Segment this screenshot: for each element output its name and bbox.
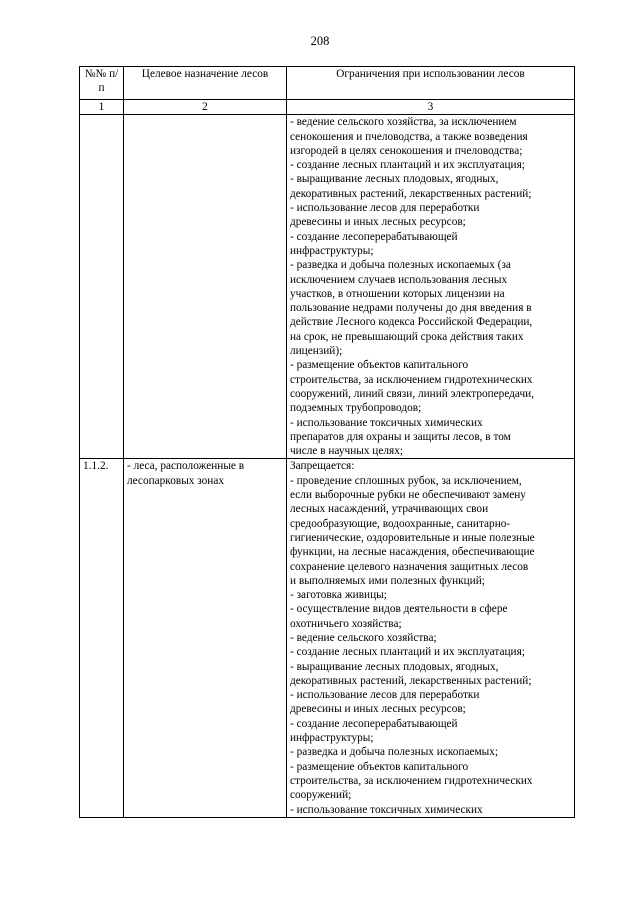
column-number-1: 1 [80,100,124,115]
row-number-cell: 1.1.2. [80,459,124,817]
row-restrictions-cell [287,115,575,459]
restriction-line: Запрещается: [290,460,355,473]
restriction-line: декоративных растений, лекарственных растений; [290,187,532,200]
restriction-line: строительства, за исключением гидротехнических [290,373,533,386]
restriction-line: - создание лесоперерабатывающей [290,717,458,730]
restriction-line: лицензий); [290,345,343,358]
header-col-restrictions: Ограничения при использовании лесов [287,67,575,100]
restriction-line: пользование недрами получены до дня введения в [290,302,532,315]
restriction-line: функции, на лесные насаждения, обеспечивающие [290,546,535,559]
row-restrictions-cell [287,459,575,817]
restriction-line: инфраструктуры; [290,244,374,257]
restriction-line: сооружений, линий связи, линий электропередачи, [290,387,535,400]
restriction-line: подземных трубопроводов; [290,402,422,415]
restriction-line: гигиенические, оздоровительные и иные полезные [290,531,535,544]
header-col-purpose: Целевое назначение лесов [124,67,287,100]
restriction-line: сенокошения и пчеловодства, а также возведения [290,130,528,143]
restriction-line: - использование токсичных химических [290,803,483,816]
restriction-line: - разведка и добыча полезных ископаемых (за [290,259,511,272]
table-row [80,115,575,459]
restriction-line: если выборочные рубки не обеспечивают замену [290,489,526,502]
restriction-line: - осуществление видов деятельности в сфере [290,603,508,616]
restriction-line: - ведение сельского хозяйства, за исключением [290,116,517,129]
restriction-line: декоративных растений, лекарственных растений; [290,674,532,687]
restriction-line: числе в научных целях; [290,445,403,458]
restriction-line: - проведение сплошных рубок, за исключением, [290,474,522,487]
restriction-line: - разведка и добыча полезных ископаемых; [290,746,498,759]
restriction-line: - размещение объектов капитального [290,359,469,372]
restriction-line: - размещение объектов капитального [290,760,469,773]
column-number-3: 3 [287,100,575,115]
row-purpose-cell [124,459,287,817]
restriction-line: инфраструктуры; [290,732,374,745]
restriction-line: - ведение сельского хозяйства; [290,631,437,644]
header-col-number: №№ п/п [80,67,124,100]
restriction-line: на срок, не превышающий срока действия таких [290,330,524,343]
table-header-row [80,67,575,100]
restriction-line: древесины и иных лесных ресурсов; [290,703,466,716]
restriction-line: - выращивание лесных плодовых, ягодных, [290,173,499,186]
restriction-line: сохранение целевого назначения защитных лесов [290,560,529,573]
restriction-line: древесины и иных лесных ресурсов; [290,216,466,229]
purpose-line: лесопарковых зонах [127,474,225,487]
restriction-line: - выращивание лесных плодовых, ягодных, [290,660,499,673]
row-purpose-cell [124,115,287,459]
restriction-line: - создание лесных плантаций и их эксплуатация; [290,646,525,659]
restriction-line: - использование токсичных химических [290,416,483,429]
restriction-line: средообразующие, водоохранные, санитарно- [290,517,511,530]
restriction-line: охотничьего хозяйства; [290,617,402,630]
restriction-line: лесных насаждений, утрачивающих свои [290,503,489,516]
restriction-line: участков, в отношении которых лицензии на [290,287,505,300]
restriction-line: - заготовка живицы; [290,589,387,602]
row-number-cell [80,115,124,459]
restriction-line: - создание лесных плантаций и их эксплуатация; [290,159,525,172]
restriction-line: действие Лесного кодекса Российской Федерации, [290,316,533,329]
forest-restrictions-table [79,66,575,818]
restriction-line: - использование лесов для переработки [290,202,480,215]
purpose-line: - леса, расположенные в [127,460,245,473]
restriction-line: сооружений; [290,789,352,802]
restriction-line: изгородей в целях сенокошения и пчеловодства; [290,144,523,157]
table-row [80,459,575,817]
column-number-2: 2 [124,100,287,115]
restriction-line: и выполняемых ими полезных функций; [290,574,485,587]
restriction-line: строительства, за исключением гидротехнических [290,774,533,787]
restriction-line: исключением случаев использования лесных [290,273,508,286]
page-number: 208 [310,34,330,48]
restriction-line: - создание лесоперерабатывающей [290,230,458,243]
restriction-line: препаратов для охраны и защиты лесов, в том [290,430,511,443]
restriction-line: - использование лесов для переработки [290,689,480,702]
column-numbers-row [80,100,575,115]
